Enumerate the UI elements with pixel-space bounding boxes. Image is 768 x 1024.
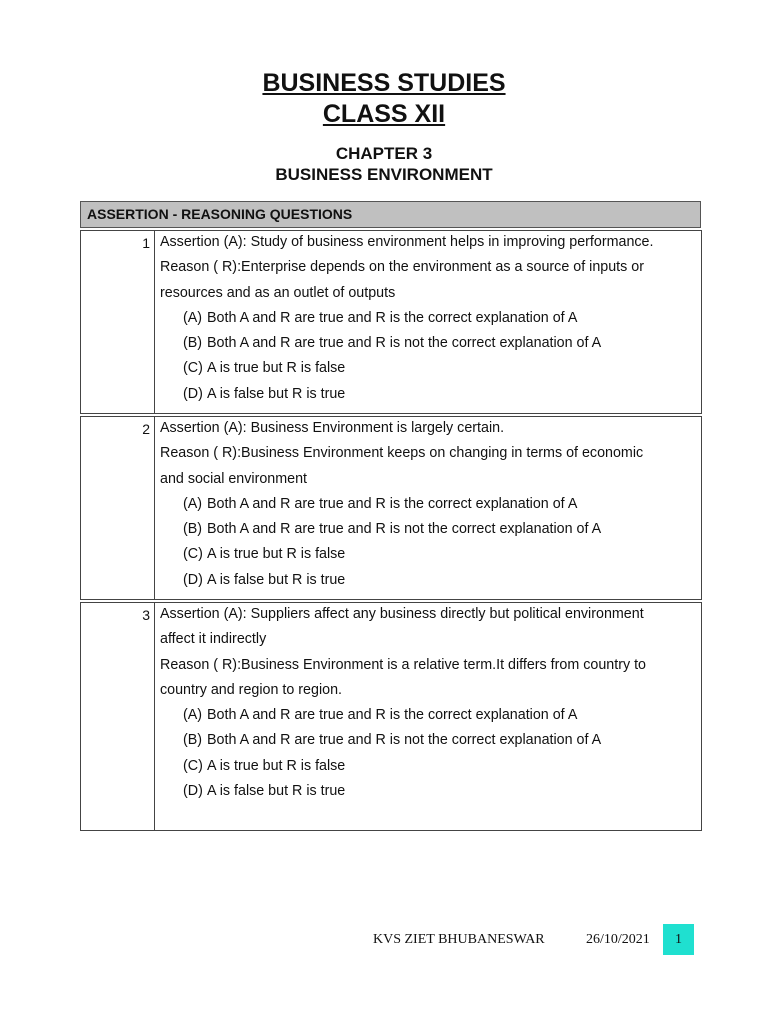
question-box (80, 416, 702, 600)
page-number: 1 (663, 924, 694, 955)
option-c: (C) A is true but R is false (183, 546, 346, 563)
reason-line: Reason ( R):Business Environment keeps on changing in terms of economic (160, 445, 644, 462)
question-number: 1 (142, 235, 150, 251)
chapter-number: CHAPTER 3 (335, 144, 433, 163)
option-a: (A) Both A and R are true and R is the correct explanation of A (183, 495, 578, 512)
option-a: (A) Both A and R are true and R is the correct explanation of A (183, 707, 578, 724)
section-header: ASSERTION - REASONING QUESTIONS (80, 201, 701, 228)
question-number: 2 (142, 421, 150, 437)
footer-organization: KVS ZIET BHUBANESWAR (373, 932, 545, 947)
option-d: (D) A is false but R is true (183, 571, 346, 588)
option-b: (B) Both A and R are true and R is not the correct explanation of A (183, 732, 602, 749)
question-box (80, 230, 702, 414)
reason-line: Reason ( R):Enterprise depends on the environment as a source of inputs or (160, 259, 644, 276)
option-d: (D) A is false but R is true (183, 783, 346, 800)
assertion-line: Assertion (A): Business Environment is largely certain. (160, 420, 505, 436)
reason-line: Reason ( R):Business Environment is a relative term.It differs from country to (160, 656, 647, 673)
document-title: BUSINESS STUDIES (262, 69, 506, 97)
question-text (160, 230, 700, 407)
option-d: (D) A is false but R is true (183, 385, 346, 402)
document-class: CLASS XII (322, 100, 446, 128)
reason-line-cont: country and region to region. (160, 681, 343, 698)
footer-date: 26/10/2021 (586, 932, 650, 947)
question-number-cell (80, 230, 155, 414)
question-box (80, 602, 702, 831)
question-text (160, 602, 700, 804)
assertion-line: Assertion (A): Suppliers affect any business directly but political environment (160, 606, 644, 622)
option-b: (B) Both A and R are true and R is not the correct explanation of A (183, 521, 602, 538)
option-b: (B) Both A and R are true and R is not the correct explanation of A (183, 335, 602, 352)
option-a: (A) Both A and R are true and R is the correct explanation of A (183, 309, 578, 326)
assertion-line-cont: affect it indirectly (160, 631, 267, 648)
question-number-cell (80, 602, 155, 831)
chapter-name: BUSINESS ENVIRONMENT (275, 165, 493, 184)
option-c: (C) A is true but R is false (183, 757, 346, 774)
question-number-cell (80, 416, 155, 600)
assertion-line: Assertion (A): Study of business environment helps in improving performance. (160, 234, 654, 250)
reason-line-cont: and social environment (160, 470, 308, 487)
reason-line-cont: resources and as an outlet of outputs (160, 284, 396, 301)
question-number: 3 (142, 607, 150, 623)
question-text (160, 416, 700, 593)
option-c: (C) A is true but R is false (183, 360, 346, 377)
